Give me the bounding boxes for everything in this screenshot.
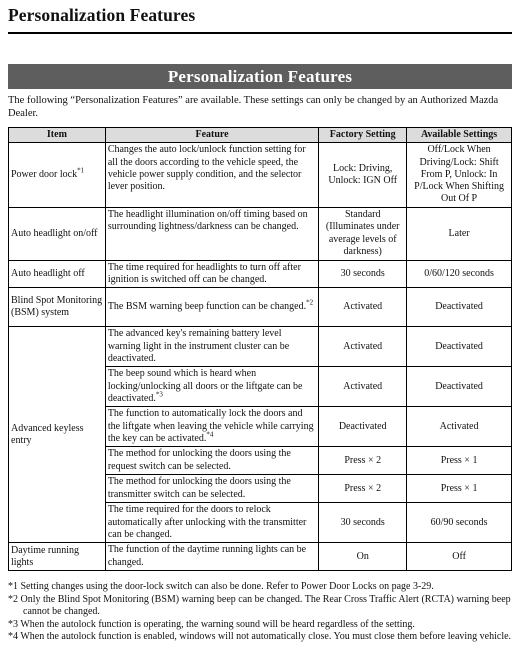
available-settings-cell: Deactivated [407, 288, 512, 327]
footnotes [8, 581, 514, 644]
item-cell: Daytime running lights [9, 543, 106, 571]
factory-setting-cell: Standard (Illuminates under average levels of darkness) [319, 207, 407, 260]
factory-setting-cell: On [319, 543, 407, 571]
factory-setting-cell: Activated [319, 327, 407, 367]
feature-cell: The method for unlocking the doors using the request switch can be selected. [105, 447, 318, 475]
personalization-table [8, 127, 512, 571]
available-settings-cell: 0/60/120 seconds [407, 260, 512, 288]
intro-paragraph: The following “Personalization Features” are available. These settings can only be changed by an Authorized Mazda Dealer. [8, 95, 499, 119]
footnote-1: *1 Setting changes using the door-lock switch can also be done. Refer to Power Door Locks on page 3-29. [8, 581, 434, 592]
footnote-4: *4 When the autolock function is enabled, windows will not automatically close. You must close them before leaving vehicle. [8, 631, 512, 643]
item-cell: Auto headlight off [9, 260, 106, 288]
feature-cell: The function of the daytime running lights can be changed. [105, 543, 318, 571]
factory-setting-cell: Activated [319, 367, 407, 407]
feature-cell: The method for unlocking the doors using the transmitter switch can be selected. [105, 475, 318, 503]
header-feature: Feature [105, 128, 318, 143]
item-cell: Blind Spot Monitoring (BSM) system [9, 288, 106, 327]
table-row [9, 143, 512, 207]
feature-cell: The time required for the doors to relock automatically after unlocking with the transmitter can be changed. [105, 503, 318, 543]
table-row [9, 288, 512, 327]
item-cell: Auto headlight on/off [9, 207, 106, 260]
available-settings-cell: 60/90 seconds [407, 503, 512, 543]
title-divider [8, 32, 512, 34]
header-item: Item [9, 128, 106, 143]
available-settings-cell: Activated [407, 407, 512, 447]
feature-cell: The time required for headlights to turn off after ignition is switched off can be changed. [105, 260, 318, 288]
available-settings-cell: Deactivated [407, 327, 512, 367]
table-header-row [9, 128, 512, 143]
table-row [9, 260, 512, 288]
available-settings-cell: Off/Lock When Driving/Lock: Shift From P, Unlock: In P/Lock When Shifting Out Of P [407, 143, 512, 207]
feature-cell: The advanced key's remaining battery level warning light in the instrument cluster can be deactivated. [105, 327, 318, 367]
table-row [9, 327, 512, 367]
item-cell: Power door lock$^{*1}$ [9, 143, 106, 207]
available-settings-cell: Later [407, 207, 512, 260]
factory-setting-cell: 30 seconds [319, 503, 407, 543]
factory-setting-cell: Press × 2 [319, 475, 407, 503]
item-cell: Advanced keyless entry [9, 327, 106, 543]
section-banner: Personalization Features [8, 64, 512, 89]
header-available-settings: Available Settings [407, 128, 512, 143]
feature-cell: The function to automatically lock the doors and the liftgate when leaving the vehicle while carrying the key can be activated.$^{*4}$ [105, 407, 318, 447]
available-settings-cell: Off [407, 543, 512, 571]
footnote-2: *2 Only the Blind Spot Monitoring (BSM) warning beep can be changed. The Rear Cross Traffic Alert (RCTA) warning beep cannot be changed. [8, 593, 511, 618]
table-row [9, 543, 512, 571]
factory-setting-cell: Lock: Driving, Unlock: IGN Off [319, 143, 407, 207]
available-settings-cell: Press × 1 [407, 447, 512, 475]
feature-cell: The BSM warning beep function can be changed.$^{*2}$ [105, 288, 318, 327]
available-settings-cell: Press × 1 [407, 475, 512, 503]
table-row [9, 207, 512, 260]
page-title: Personalization Features [8, 5, 196, 25]
feature-cell: The headlight illumination on/off timing based on surrounding lightness/darkness can be changed. [105, 207, 318, 260]
feature-cell: The beep sound which is heard when locking/unlocking all doors or the liftgate can be deactivated.$^{*3}$ [105, 367, 318, 407]
footnote-3: *3 When the autolock function is operating, the warning sound will be heard regardless of the setting. [8, 618, 415, 630]
available-settings-cell: Deactivated [407, 367, 512, 407]
feature-cell: Changes the auto lock/unlock function setting for all the doors according to the vehicle speed, the vehicle power supply condition, and the selector lever position. [105, 143, 318, 207]
factory-setting-cell: 30 seconds [319, 260, 407, 288]
header-factory-setting: Factory Setting [319, 128, 407, 143]
factory-setting-cell: Activated [319, 288, 407, 327]
factory-setting-cell: Press × 2 [319, 447, 407, 475]
factory-setting-cell: Deactivated [319, 407, 407, 447]
